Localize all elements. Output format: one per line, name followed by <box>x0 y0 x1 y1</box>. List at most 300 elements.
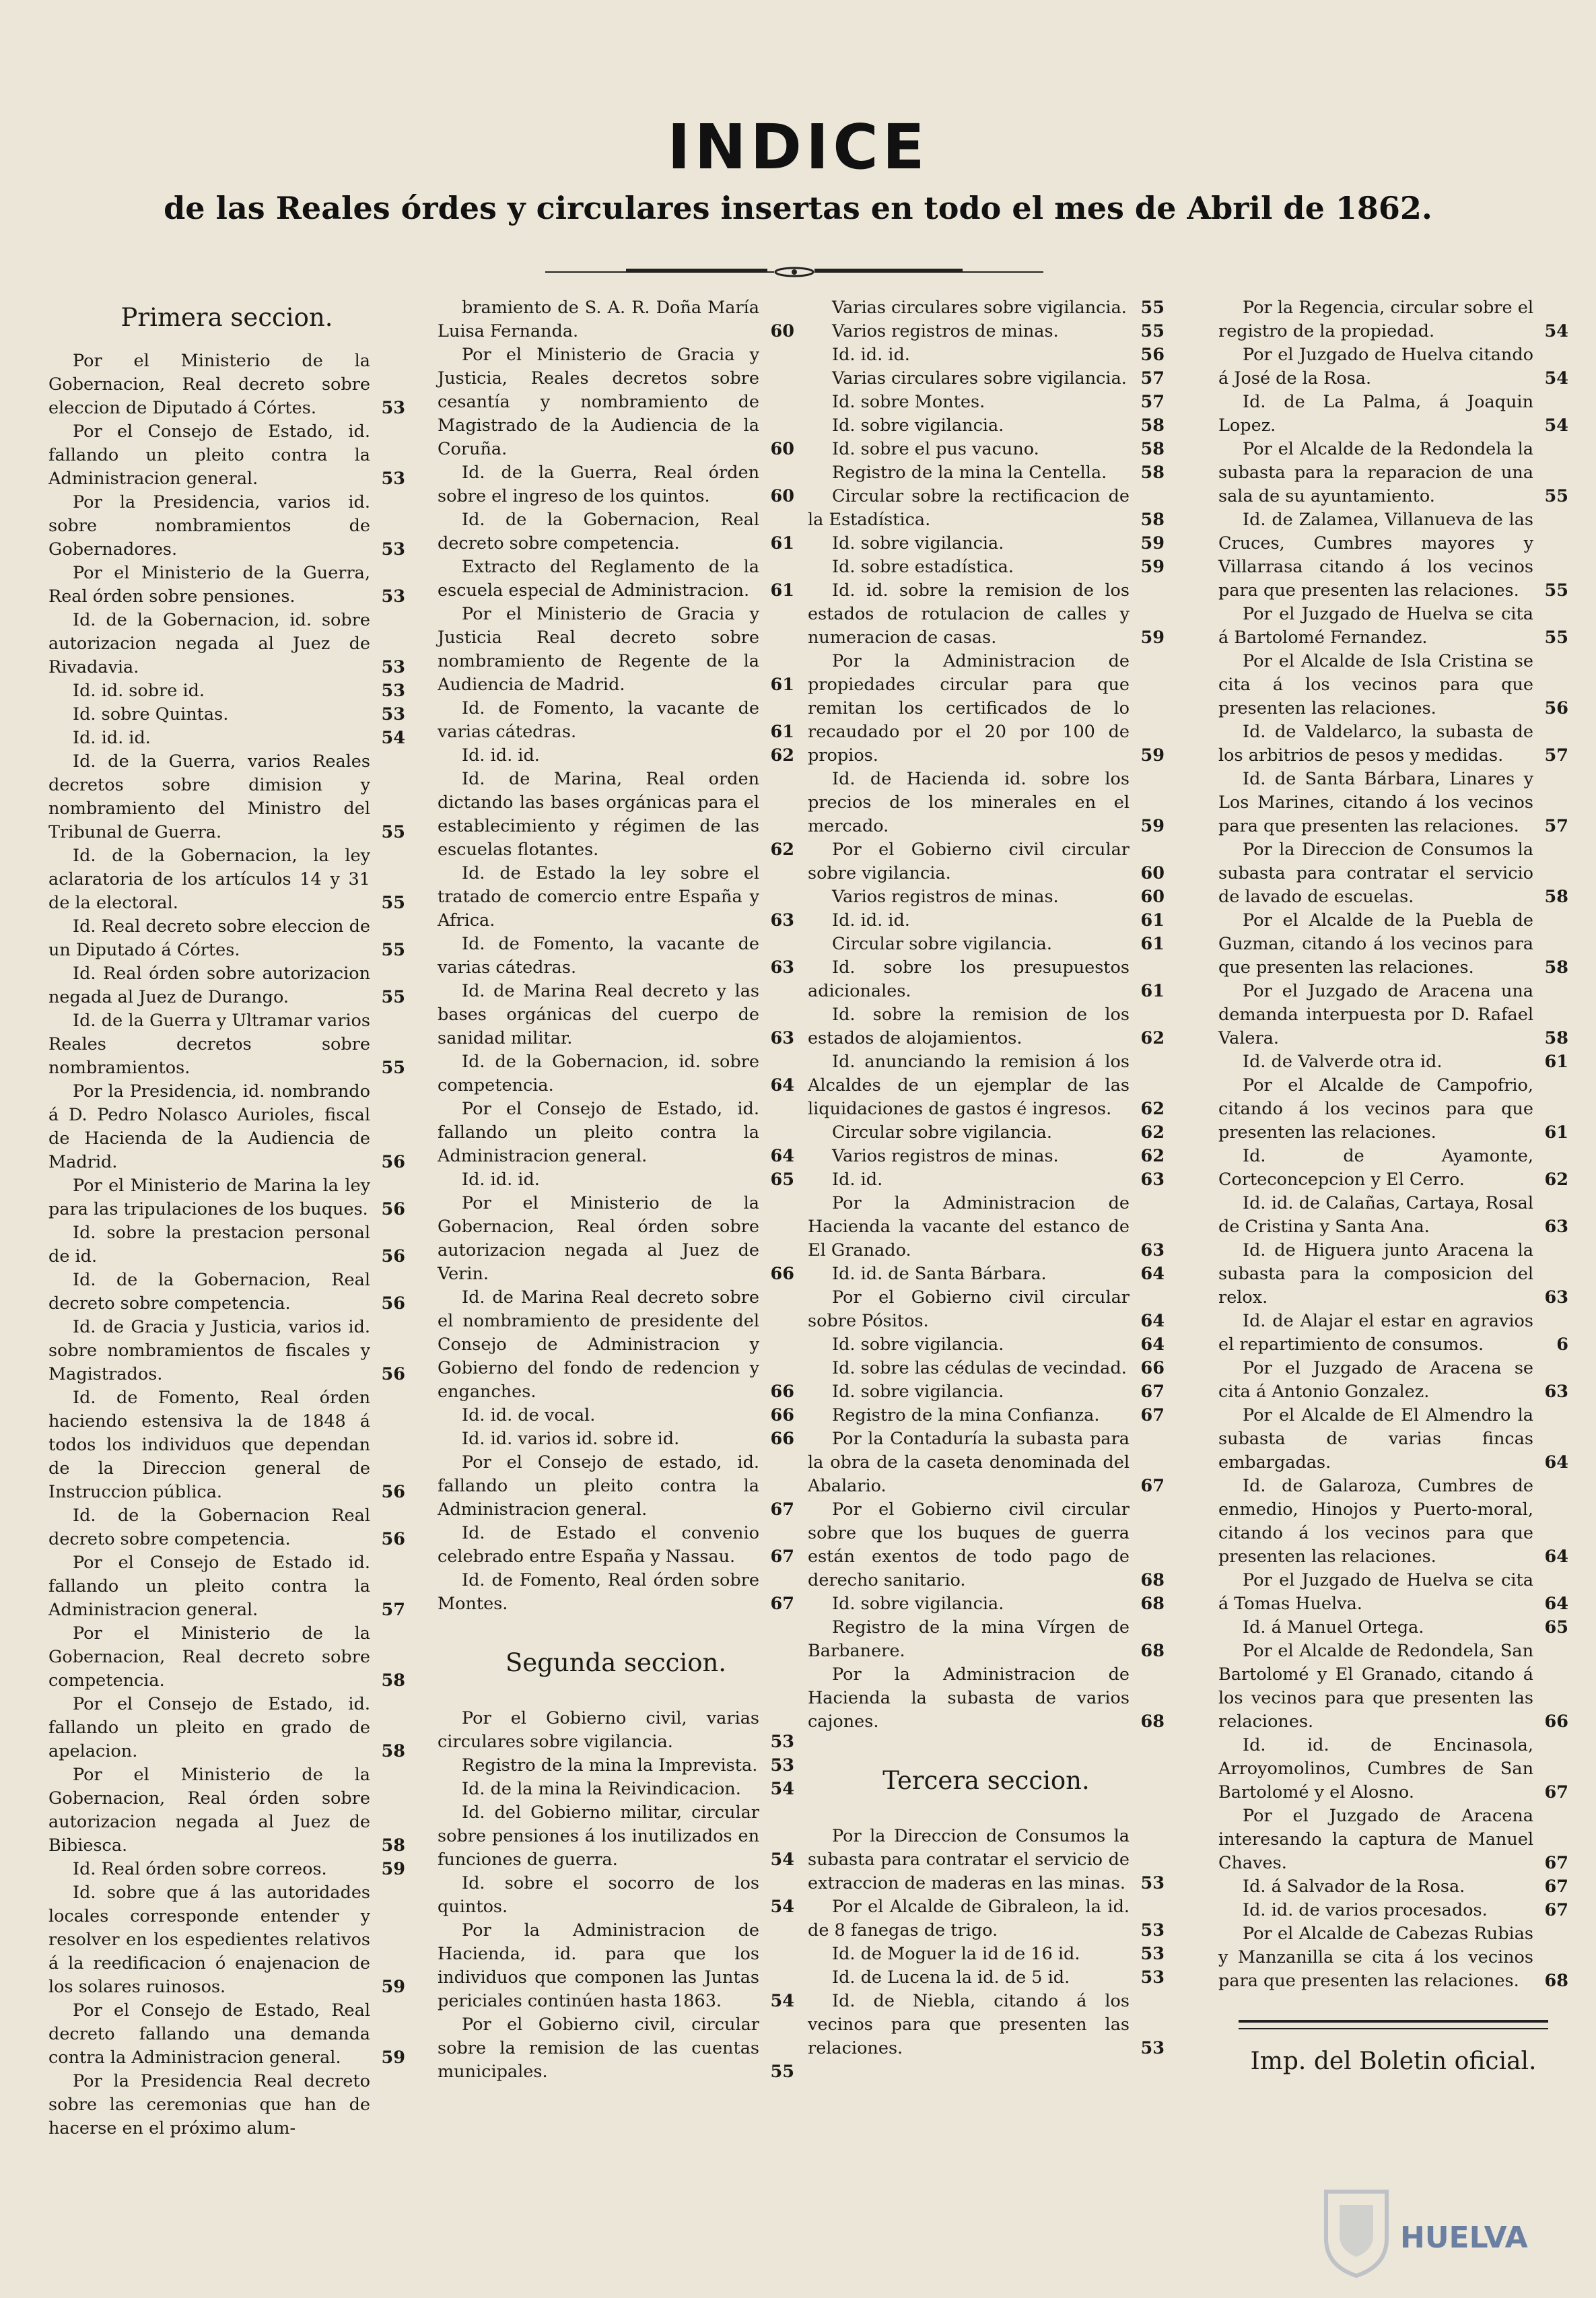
entry-page-number: 64 <box>1544 1452 1568 1473</box>
entry-page-number: 59 <box>1140 557 1165 577</box>
entry-page-number: 54 <box>770 1897 794 1917</box>
footer-divider <box>1239 2020 1548 2029</box>
entry-text: Id. de Galaroza, Cumbres de enmedio, Hinojos y Puerto-moral, citando á los vecinos para que presenten las relaciones. <box>1218 1476 1533 1567</box>
entry-text: Id. de la Guerra, varios Reales decretos sobre dimision y nombramiento del Ministro del Tribunal de Guerra. <box>48 751 370 842</box>
index-entry <box>808 909 1165 933</box>
index-entry <box>438 603 794 697</box>
entry-page-number: 60 <box>770 439 794 459</box>
entry-text: Id. de la Gobernacion, Real decreto sobre competencia. <box>438 510 759 553</box>
index-entry <box>1218 1899 1568 1922</box>
index-entry <box>808 1262 1165 1286</box>
index-entry <box>808 1825 1165 1895</box>
index-entry <box>808 1616 1165 1663</box>
index-entry <box>1218 1922 1568 1993</box>
entry-page-number: 59 <box>381 1977 405 1997</box>
entry-page-number: 57 <box>1544 745 1568 766</box>
ornament-divider-icon <box>525 259 1064 285</box>
entry-page-number: 6 <box>1556 1334 1568 1355</box>
index-entry <box>808 532 1165 555</box>
index-entry <box>438 1569 794 1616</box>
entry-page-number: 67 <box>1140 1476 1165 1496</box>
entry-text: Por el Alcalde de Campofrio, citando á los vecinos para que presenten las relaciones. <box>1218 1075 1533 1143</box>
entry-page-number: 64 <box>770 1075 794 1095</box>
entry-page-number: 62 <box>770 745 794 766</box>
index-entry <box>48 962 405 1009</box>
entry-page-number: 67 <box>1140 1382 1165 1402</box>
entry-page-number: 68 <box>1140 1570 1165 1590</box>
entry-page-number: 53 <box>1140 1920 1165 1940</box>
entry-text: Varios registros de minas. <box>832 887 1059 907</box>
entry-page-number: 66 <box>770 1429 794 1449</box>
entry-page-number: 58 <box>381 1670 405 1691</box>
index-entry <box>808 933 1165 956</box>
entry-text: Id. id. varios id. sobre id. <box>462 1429 680 1449</box>
entry-text: Por la Direccion de Consumos la subasta para contratar el servicio de extraccion de maderas en las minas. <box>808 1826 1130 1893</box>
entry-page-number: 56 <box>381 1199 405 1219</box>
index-entry <box>1218 1640 1568 1734</box>
index-entry <box>1218 1475 1568 1569</box>
entry-list <box>438 296 794 1616</box>
entry-list <box>438 1707 794 2084</box>
entry-text: Id. de Ayamonte, Corteconcepcion y El Cerro. <box>1218 1146 1533 1190</box>
index-column-1 <box>48 296 405 2140</box>
entry-text: Id. sobre vigilancia. <box>832 415 1004 436</box>
entry-text: Id. de Marina Real decreto sobre el nombramiento de presidente del Consejo de Administracion y Gobierno del fondo de redencion y enganches. <box>438 1287 759 1402</box>
entry-page-number: 55 <box>770 2062 794 2082</box>
entry-text: Id. sobre estadística. <box>832 557 1014 577</box>
entry-page-number: 58 <box>1544 1028 1568 1048</box>
entry-page-number: 68 <box>1140 1594 1165 1614</box>
index-entry <box>48 349 405 420</box>
entry-text: Por el Consejo de estado, id. fallando un pleito contra la Administracion general. <box>438 1452 759 1520</box>
entry-page-number: 61 <box>1140 934 1165 954</box>
index-entry <box>48 1551 405 1622</box>
index-entry <box>1218 1404 1568 1475</box>
entry-text: Por la Contaduría la subasta para la obra de la caseta denominada del Abalario. <box>808 1429 1130 1496</box>
index-entry <box>48 1858 405 1881</box>
entry-text: Por el Gobierno civil, varias circulares sobre vigilancia. <box>438 1708 759 1752</box>
entry-page-number: 56 <box>1140 345 1165 365</box>
entry-text: Por el Alcalde de la Redondela la subasta para la reparacion de una sala de su ayuntamiento. <box>1218 439 1533 506</box>
entry-page-number: 56 <box>381 1482 405 1502</box>
entry-text: Por el Juzgado de Aracena una demanda interpuesta por D. Rafael Valera. <box>1218 981 1533 1048</box>
entry-text: Id. id. de Santa Bárbara. <box>832 1264 1047 1284</box>
index-entry <box>808 1286 1165 1333</box>
entry-page-number: 63 <box>1140 1170 1165 1190</box>
entry-page-number: 56 <box>1544 698 1568 718</box>
entry-text: Por el Alcalde de la Puebla de Guzman, citando á los vecinos para que presenten las relaciones. <box>1218 910 1533 978</box>
index-entry <box>1218 650 1568 720</box>
entry-page-number: 66 <box>770 1382 794 1402</box>
entry-text: Por la Administracion de Hacienda la vacante del estanco de El Granado. <box>808 1193 1130 1260</box>
entry-text: Id. de la Gobernacion Real decreto sobre competencia. <box>48 1506 370 1549</box>
entry-page-number: 67 <box>770 1547 794 1567</box>
index-entry <box>808 1121 1165 1145</box>
index-entry <box>438 1801 794 1872</box>
entry-page-number: 65 <box>770 1170 794 1190</box>
index-entry <box>48 1269 405 1316</box>
index-entry <box>808 555 1165 579</box>
entry-text: Id. de Fomento, Real órden sobre Montes. <box>438 1570 759 1614</box>
entry-page-number: 54 <box>1544 321 1568 341</box>
index-entry <box>48 491 405 562</box>
index-entry <box>808 343 1165 367</box>
entry-text: bramiento de S. A. R. Doña María Luisa Fernanda. <box>438 298 759 341</box>
entry-page-number: 58 <box>1140 415 1165 436</box>
index-entry <box>438 1427 794 1451</box>
entry-text: Id. á Manuel Ortega. <box>1243 1617 1424 1637</box>
section-heading-primera: Primera seccion. <box>120 303 333 332</box>
index-entry <box>808 1498 1165 1592</box>
entry-page-number: 55 <box>381 940 405 960</box>
entry-page-number: 67 <box>770 1594 794 1614</box>
entry-page-number: 54 <box>770 1850 794 1870</box>
entry-text: Id. de Santa Bárbara, Linares y Los Marines, citando á los vecinos para que presenten las relaciones. <box>1218 769 1533 836</box>
entry-text: Id. de Fomento, la vacante de varias cátedras. <box>438 698 759 742</box>
index-entry <box>808 1145 1165 1168</box>
entry-text: Por el Juzgado de Aracena interesando la captura de Manuel Chaves. <box>1218 1806 1533 1873</box>
index-entry <box>1218 1050 1568 1074</box>
entry-text: Id. á Salvador de la Rosa. <box>1243 1877 1465 1897</box>
index-entry <box>808 367 1165 391</box>
entry-page-number: 55 <box>1544 580 1568 601</box>
index-entry <box>1218 1145 1568 1192</box>
entry-text: Varios registros de minas. <box>832 1146 1059 1166</box>
index-entry <box>438 697 794 744</box>
index-entry <box>808 1592 1165 1616</box>
entry-text: Varios registros de minas. <box>832 321 1059 341</box>
entry-text: Id. sobre vigilancia. <box>832 533 1004 553</box>
entry-page-number: 68 <box>1544 1971 1568 1991</box>
entry-page-number: 61 <box>1544 1122 1568 1143</box>
entry-page-number: 55 <box>381 987 405 1007</box>
entry-list <box>1218 296 1568 1993</box>
entry-page-number: 54 <box>770 1779 794 1799</box>
index-entry <box>1218 296 1568 343</box>
entry-page-number: 53 <box>1140 1873 1165 1893</box>
entry-page-number: 53 <box>381 586 405 607</box>
entry-text: Id. id. id. <box>832 345 910 365</box>
entry-list <box>48 349 405 2140</box>
index-entry <box>1218 1074 1568 1145</box>
entry-list <box>808 296 1165 1734</box>
watermark-text: HUELVA <box>1400 2221 1528 2255</box>
index-entry <box>1218 768 1568 838</box>
entry-page-number: 55 <box>1140 298 1165 318</box>
entry-text: Por el Consejo de Estado, Real decreto fallando una demanda contra la Administracion general. <box>48 2000 370 2068</box>
entry-page-number: 57 <box>1544 816 1568 836</box>
entry-text: Id. sobre Quintas. <box>73 704 229 724</box>
entry-text: Por el Ministerio de la Gobernacion, Real órden sobre autorizacion negada al Juez de Verin. <box>438 1193 759 1284</box>
entry-text: Id. de Marina Real decreto y las bases orgánicas del cuerpo de sanidad militar. <box>438 981 759 1048</box>
index-entry <box>438 1778 794 1801</box>
index-entry <box>808 1990 1165 2060</box>
entry-page-number: 68 <box>1140 1641 1165 1661</box>
index-entry <box>438 1050 794 1097</box>
entry-text: Registro de la mina Confianza. <box>832 1405 1100 1425</box>
entry-page-number: 56 <box>381 1364 405 1384</box>
entry-text: Id. de Estado el convenio celebrado entre España y Nassau. <box>438 1523 759 1567</box>
entry-page-number: 63 <box>770 957 794 978</box>
entry-text: Por la Direccion de Consumos la subasta para contratar el servicio de lavado de escuelas. <box>1218 840 1533 907</box>
index-entry <box>808 1942 1165 1966</box>
entry-text: Extracto del Reglamento de la escuela especial de Administracion. <box>438 557 759 601</box>
index-entry <box>808 296 1165 320</box>
entry-text: Id. de Alajar el estar en agravios el repartimiento de consumos. <box>1218 1311 1533 1355</box>
entry-text: Id. de Valdelarco, la subasta de los arbitrios de pesos y medidas. <box>1218 722 1533 766</box>
index-subtitle: de las Reales órdes y circulares insertas en todo el mes de Abril de 1862. <box>164 190 1432 226</box>
entry-page-number: 62 <box>770 840 794 860</box>
index-entry <box>438 1522 794 1569</box>
entry-page-number: 60 <box>770 486 794 506</box>
entry-text: Por el Ministerio de la Gobernacion, Real órden sobre autorizacion negada al Juez de Bibiesca. <box>48 1765 370 1856</box>
entry-text: Id. id. id. <box>73 728 151 748</box>
entry-page-number: 67 <box>1140 1405 1165 1425</box>
index-entry <box>1218 603 1568 650</box>
index-entry <box>1218 720 1568 768</box>
index-entry <box>48 1881 405 1999</box>
index-entry <box>438 343 794 461</box>
entry-text: Por la Regencia, circular sobre el registro de la propiedad. <box>1218 298 1533 341</box>
entry-text: Id. de Fomento, Real órden haciendo estensiva la de 1848 á todos los individuos que dependan de la Direccion general de Instruccion pública. <box>48 1388 370 1502</box>
entry-page-number: 54 <box>770 1991 794 2011</box>
entry-text: Id. sobre el pus vacuno. <box>832 439 1039 459</box>
entry-page-number: 56 <box>381 1152 405 1172</box>
entry-page-number: 61 <box>770 722 794 742</box>
entry-text: Id. sobre las cédulas de vecindad. <box>832 1358 1127 1378</box>
index-entry <box>808 391 1165 414</box>
index-entry <box>48 420 405 491</box>
index-entry <box>808 1357 1165 1380</box>
entry-text: Por el Consejo de Estado, id. fallando un pleito en grado de apelacion. <box>48 1694 370 1761</box>
entry-text: Id. de Gracia y Justicia, varios id. sobre nombramientos de fiscales y Magistrados. <box>48 1317 370 1384</box>
index-entry <box>438 933 794 980</box>
section-heading-tercera: Tercera seccion. <box>882 1766 1090 1795</box>
index-entry <box>48 915 405 962</box>
entry-text: Id. de Higuera junto Aracena la subasta para la composicion del relox. <box>1218 1240 1533 1308</box>
entry-text: Por el Ministerio de Marina la ley para las tripulaciones de los buques. <box>48 1176 370 1219</box>
entry-text: Circular sobre vigilancia. <box>832 1122 1052 1143</box>
entry-page-number: 53 <box>770 1732 794 1752</box>
entry-text: Id. sobre que á las autoridades locales corresponde entender y resolver en los espedientes relativos á la reedificacion ó enajenacion de los solares ruinosos. <box>48 1883 370 1997</box>
entry-page-number: 63 <box>1544 1382 1568 1402</box>
entry-text: Por la Administracion de Hacienda, id. para que los individuos que componen las Juntas periciales continúen hasta 1863. <box>438 1920 759 2011</box>
entry-page-number: 59 <box>1140 533 1165 553</box>
entry-page-number: 63 <box>1544 1217 1568 1237</box>
entry-page-number: 56 <box>381 1529 405 1549</box>
entry-page-number: 59 <box>1140 745 1165 766</box>
entry-text: Id. del Gobierno militar, circular sobre pensiones á los inutilizados en funciones de guerra. <box>438 1802 759 1870</box>
entry-text: Id. de La Palma, á Joaquin Lopez. <box>1218 392 1533 436</box>
index-entry <box>48 844 405 915</box>
entry-text: Por el Alcalde de El Almendro la subasta de varias fincas embargadas. <box>1218 1405 1533 1473</box>
entry-page-number: 58 <box>1140 510 1165 530</box>
entry-text: Id. de la Gobernacion, la ley aclaratoria de los artículos 14 y 31 de la electoral. <box>48 846 370 913</box>
entry-text: Id. id. de vocal. <box>462 1405 596 1425</box>
entry-page-number: 56 <box>381 1293 405 1314</box>
index-entry <box>808 1966 1165 1990</box>
entry-text: Id. sobre los presupuestos adicionales. <box>808 957 1130 1001</box>
entry-text: Por el Juzgado de Huelva se cita á Bartolomé Fernandez. <box>1218 604 1533 648</box>
entry-text: Varias circulares sobre vigilancia. <box>832 368 1127 388</box>
entry-page-number: 54 <box>381 728 405 748</box>
index-entry <box>808 1663 1165 1734</box>
entry-text: Id. id. sobre la remision de los estados de rotulacion de calles y numeracion de casas. <box>808 580 1130 648</box>
entry-page-number: 58 <box>1140 463 1165 483</box>
entry-page-number: 58 <box>381 1835 405 1856</box>
entry-page-number: 55 <box>1544 486 1568 506</box>
entry-page-number: 59 <box>1140 628 1165 648</box>
index-entry <box>438 296 794 343</box>
entry-page-number: 61 <box>770 580 794 601</box>
index-entry <box>48 1009 405 1080</box>
entry-text: Id. Real órden sobre autorizacion negada al Juez de Durango. <box>48 964 370 1007</box>
index-entry <box>1218 980 1568 1050</box>
index-entry <box>1218 1239 1568 1310</box>
entry-page-number: 53 <box>381 398 405 418</box>
index-entry <box>438 1286 794 1404</box>
entry-page-number: 66 <box>1544 1712 1568 1732</box>
index-entry <box>48 726 405 750</box>
entry-page-number: 67 <box>1544 1877 1568 1897</box>
entry-page-number: 64 <box>770 1146 794 1166</box>
entry-page-number: 58 <box>1544 957 1568 978</box>
entry-text: Id. anunciando la remision á los Alcaldes de un ejemplar de las liquidaciones de gastos é ingresos. <box>808 1052 1130 1119</box>
entry-text: Por la Presidencia, varios id. sobre nombramientos de Gobernadores. <box>48 492 370 560</box>
index-title: INDICE <box>667 111 929 183</box>
index-entry <box>1218 1734 1568 1804</box>
entry-page-number: 61 <box>770 533 794 553</box>
entry-text: Por el Alcalde de Gibraleon, la id. de 8 fanegas de trigo. <box>808 1897 1130 1940</box>
index-entry <box>438 1754 794 1778</box>
index-entry <box>438 744 794 768</box>
entry-page-number: 55 <box>381 1058 405 1078</box>
entry-text: Registro de la mina la Centella. <box>832 463 1107 483</box>
entry-page-number: 62 <box>1140 1146 1165 1166</box>
index-entry <box>808 1427 1165 1498</box>
index-entry <box>48 1622 405 1693</box>
index-entry <box>1218 1357 1568 1404</box>
index-entry <box>48 703 405 726</box>
entry-text: Id. id. id. <box>462 1170 540 1190</box>
entry-text: Por el Ministerio de la Guerra, Real órden sobre pensiones. <box>48 563 370 607</box>
entry-text: Id. id. <box>832 1170 883 1190</box>
entry-page-number: 68 <box>1140 1712 1165 1732</box>
index-entry <box>808 650 1165 768</box>
index-entry <box>1218 343 1568 391</box>
entry-page-number: 67 <box>1544 1853 1568 1873</box>
index-entry <box>1218 1616 1568 1640</box>
entry-text: Id. id. de varios procesados. <box>1243 1900 1488 1920</box>
index-entry <box>438 555 794 603</box>
entry-page-number: 60 <box>770 321 794 341</box>
index-entry <box>48 1080 405 1174</box>
entry-page-number: 67 <box>1544 1782 1568 1802</box>
index-entry <box>808 414 1165 438</box>
entry-text: Id. de Fomento, la vacante de varias cátedras. <box>438 934 759 978</box>
entry-page-number: 64 <box>1140 1311 1165 1331</box>
entry-text: Id. de Valverde otra id. <box>1243 1052 1443 1072</box>
entry-text: Varias circulares sobre vigilancia. <box>832 298 1127 318</box>
entry-page-number: 55 <box>1544 628 1568 648</box>
entry-page-number: 57 <box>1140 392 1165 412</box>
entry-page-number: 53 <box>770 1755 794 1776</box>
index-entry <box>48 2070 405 2140</box>
entry-page-number: 63 <box>1140 1240 1165 1260</box>
index-entry <box>808 768 1165 838</box>
index-entry <box>438 1919 794 2013</box>
entry-text: Id. sobre el socorro de los quintos. <box>438 1873 759 1917</box>
entry-text: Por la Presidencia Real decreto sobre las ceremonias que han de hacerse en el próximo alum- <box>48 2071 370 2138</box>
entry-text: Por el Juzgado de Huelva se cita á Tomas Huelva. <box>1218 1570 1533 1614</box>
entry-page-number: 64 <box>1544 1547 1568 1567</box>
entry-page-number: 62 <box>1140 1028 1165 1048</box>
entry-text: Id. de Marina, Real orden dictando las bases orgánicas para el establecimiento y régimen de las escuelas flotantes. <box>438 769 759 860</box>
entry-page-number: 56 <box>381 1246 405 1266</box>
entry-text: Id. id. id. <box>832 910 910 931</box>
index-entry <box>438 461 794 508</box>
entry-text: Por el Alcalde de Cabezas Rubias y Manzanilla se cita á los vecinos para que presenten las relaciones. <box>1218 1924 1533 1991</box>
index-column-4 <box>1218 296 1568 2073</box>
entry-text: Id. sobre vigilancia. <box>832 1594 1004 1614</box>
index-entry <box>48 1999 405 2070</box>
entry-page-number: 53 <box>381 681 405 701</box>
entry-text: Por el Consejo de Estado, id. fallando un pleito contra la Administracion general. <box>48 421 370 489</box>
index-entry <box>1218 838 1568 909</box>
entry-page-number: 53 <box>381 469 405 489</box>
index-entry <box>1218 508 1568 603</box>
entry-text: Id. de Moguer la id de 16 id. <box>832 1944 1080 1964</box>
entry-page-number: 64 <box>1140 1334 1165 1355</box>
entry-text: Id. sobre Montes. <box>832 392 985 412</box>
entry-text: Id. sobre vigilancia. <box>832 1382 1004 1402</box>
index-entry <box>808 579 1165 650</box>
entry-text: Por el Gobierno civil, circular sobre la remision de las cuentas municipales. <box>438 2015 759 2082</box>
entry-text: Id. de Niebla, citando á los vecinos para que presenten las relaciones. <box>808 1991 1130 2058</box>
entry-text: Id. id. id. <box>462 745 540 766</box>
entry-text: Por el Gobierno civil circular sobre vigilancia. <box>808 840 1130 883</box>
entry-page-number: 61 <box>1140 981 1165 1001</box>
entry-page-number: 53 <box>1140 1967 1165 1988</box>
index-entry <box>1218 438 1568 508</box>
entry-text: Id. de la Gobernacion, id. sobre competencia. <box>438 1052 759 1095</box>
index-entry <box>808 956 1165 1003</box>
index-entry <box>808 1333 1165 1357</box>
entry-page-number: 53 <box>381 657 405 677</box>
index-entry <box>48 609 405 679</box>
entry-text: Id. de la Guerra y Ultramar varios Reales decretos sobre nombramientos. <box>48 1011 370 1078</box>
entry-text: Id. id. de Encinasola, Arroyomolinos, Cumbres de San Bartolomé y el Alosno. <box>1218 1735 1533 1802</box>
index-entry <box>808 1380 1165 1404</box>
entry-page-number: 66 <box>1140 1358 1165 1378</box>
index-entry <box>48 1693 405 1763</box>
entry-text: Id. de la Gobernacion, Real decreto sobre competencia. <box>48 1270 370 1314</box>
index-entry <box>48 1763 405 1858</box>
index-entry <box>1218 391 1568 438</box>
entry-text: Registro de la mina la Imprevista. <box>462 1755 758 1776</box>
entry-text: Circular sobre vigilancia. <box>832 934 1052 954</box>
index-entry <box>48 1504 405 1551</box>
entry-page-number: 55 <box>1140 321 1165 341</box>
entry-text: Por el Gobierno civil circular sobre Pósitos. <box>808 1287 1130 1331</box>
entry-page-number: 54 <box>1544 415 1568 436</box>
entry-page-number: 61 <box>1544 1052 1568 1072</box>
index-entry <box>438 1192 794 1286</box>
index-entry <box>808 1003 1165 1050</box>
entry-text: Por el Alcalde de Redondela, San Bartolomé y El Granado, citando á los vecinos para que presenten las relaciones. <box>1218 1641 1533 1732</box>
index-entry <box>48 1386 405 1504</box>
entry-page-number: 53 <box>1140 2038 1165 2058</box>
